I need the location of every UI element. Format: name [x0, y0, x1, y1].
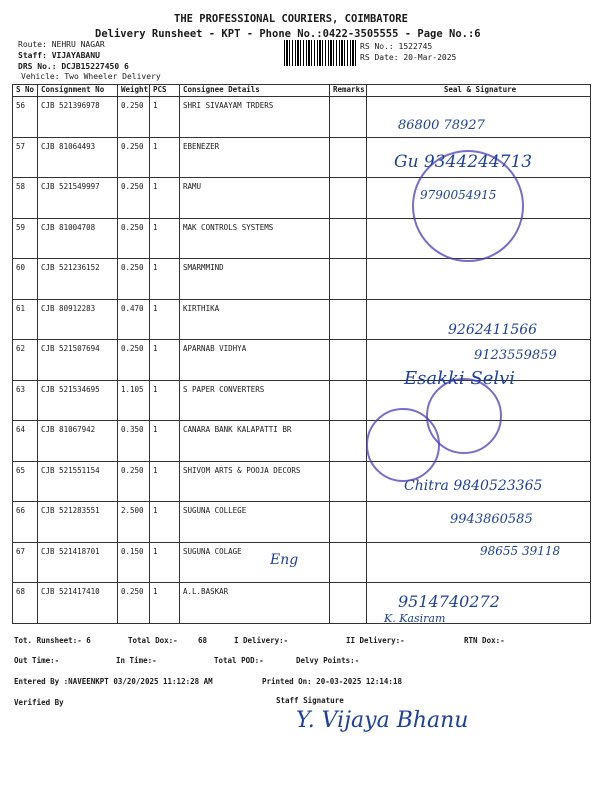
- handwriting-56: 86800 78927: [398, 118, 485, 133]
- rtn-dox: RTN Dox:-: [464, 636, 505, 645]
- barcode: [284, 40, 358, 66]
- cell-consignment: CJB 81004708: [38, 218, 118, 259]
- out-time: Out Time:-: [14, 656, 60, 665]
- staff-signature: Y. Vijaya Bhanu: [296, 708, 469, 733]
- cell-weight: 1.105: [118, 380, 150, 421]
- handwriting-57: Gu 9344244713: [394, 152, 533, 172]
- cell-sno: 67: [13, 542, 38, 583]
- cell-consignee: SMARMMIND: [180, 259, 330, 300]
- handwriting-63: Esakki Selvi: [404, 368, 516, 389]
- cell-weight: 0.250: [118, 178, 150, 219]
- rs-number: RS No.: 1522745: [360, 42, 433, 51]
- cell-weight: 0.250: [118, 218, 150, 259]
- cell-weight: 0.250: [118, 340, 150, 381]
- col-header-seal: Seal & Signature: [367, 85, 591, 97]
- handwriting-61: 9262411566: [448, 322, 538, 338]
- cell-remarks: [330, 542, 367, 583]
- staff-label: Staff: VIJAYABANU: [18, 51, 100, 60]
- cell-remarks: [330, 502, 367, 543]
- cell-remarks: [330, 97, 367, 138]
- drs-number: DRS No.: DCJB15227450 6: [18, 62, 129, 71]
- cell-pcs: 1: [150, 97, 180, 138]
- cell-remarks: [330, 340, 367, 381]
- cell-consignee: S PAPER CONVERTERS: [180, 380, 330, 421]
- cell-sno: 59: [13, 218, 38, 259]
- cell-consignment: CJB 521283551: [38, 502, 118, 543]
- cell-pcs: 1: [150, 380, 180, 421]
- cell-consignee: MAK CONTROLS SYSTEMS: [180, 218, 330, 259]
- cell-pcs: 1: [150, 178, 180, 219]
- cell-weight: 0.150: [118, 542, 150, 583]
- cell-sno: 56: [13, 97, 38, 138]
- cell-consignee: EBENEZER: [180, 137, 330, 178]
- cell-pcs: 1: [150, 340, 180, 381]
- cell-weight: 0.250: [118, 461, 150, 502]
- table-row: [13, 421, 591, 462]
- cell-consignment: CJB 80912283: [38, 299, 118, 340]
- cell-consignment: CJB 521534695: [38, 380, 118, 421]
- cell-consignee: SUGUNA COLLEGE: [180, 502, 330, 543]
- col-header-consignee: Consignee Details: [180, 85, 330, 97]
- cell-consignment: CJB 521549997: [38, 178, 118, 219]
- cell-sno: 66: [13, 502, 38, 543]
- cell-consignee: APARNAB VIDHYA: [180, 340, 330, 381]
- cell-sno: 58: [13, 178, 38, 219]
- cell-consignee: RAMU: [180, 178, 330, 219]
- cell-pcs: 1: [150, 218, 180, 259]
- table-header-row: [13, 85, 591, 97]
- cell-sno: 65: [13, 461, 38, 502]
- cell-consignment: CJB 521418701: [38, 542, 118, 583]
- cell-seal: [367, 259, 591, 300]
- cell-consignment: CJB 81067942: [38, 421, 118, 462]
- handwriting-67a: 98655 39118: [480, 544, 561, 558]
- printed-on: Printed On: 20-03-2025 12:14:18: [262, 677, 402, 686]
- cell-remarks: [330, 461, 367, 502]
- handwriting-68b: K. Kasiram: [384, 612, 446, 625]
- cell-consignee: CANARA BANK KALAPATTI BR: [180, 421, 330, 462]
- cell-pcs: 1: [150, 502, 180, 543]
- cell-pcs: 1: [150, 542, 180, 583]
- runsheet-subtitle: Delivery Runsheet - KPT - Phone No.:0422-3505555 - Page No.:6: [95, 28, 481, 40]
- cell-sno: 60: [13, 259, 38, 300]
- delvy-points: Delvy Points:-: [296, 656, 360, 665]
- tot-runsheet: Tot. Runsheet:- 6: [14, 636, 91, 645]
- in-time: In Time:-: [116, 656, 157, 665]
- cell-sno: 64: [13, 421, 38, 462]
- handwriting-67b: Eng: [270, 552, 299, 568]
- total-dox-label: Total Dox:-: [128, 636, 178, 645]
- total-pod: Total POD:-: [214, 656, 264, 665]
- cell-consignment: CJB 81064493: [38, 137, 118, 178]
- cell-remarks: [330, 299, 367, 340]
- cell-sno: 68: [13, 583, 38, 624]
- handwriting-66: 9943860585: [450, 512, 533, 527]
- cell-remarks: [330, 421, 367, 462]
- cell-pcs: 1: [150, 461, 180, 502]
- col-header-consignment: Consignment No: [38, 85, 118, 97]
- cell-weight: 0.250: [118, 259, 150, 300]
- seal-stamp-right: [426, 378, 502, 454]
- i-delivery: I Delivery:-: [234, 636, 289, 645]
- total-dox-value: 68: [198, 636, 208, 645]
- col-header-sno: S No: [13, 85, 38, 97]
- entered-by: Entered By :NAVEENKPT 03/20/2025 11:12:28 AM: [14, 677, 213, 686]
- cell-consignment: CJB 521417410: [38, 583, 118, 624]
- cell-pcs: 1: [150, 299, 180, 340]
- table-row: [13, 259, 591, 300]
- cell-sno: 63: [13, 380, 38, 421]
- cell-weight: 0.350: [118, 421, 150, 462]
- cell-remarks: [330, 259, 367, 300]
- cell-consignment: CJB 521551154: [38, 461, 118, 502]
- cell-weight: 0.250: [118, 583, 150, 624]
- handwriting-68: 9514740272: [398, 592, 500, 611]
- cell-consignment: CJB 521396978: [38, 97, 118, 138]
- cell-weight: 2.500: [118, 502, 150, 543]
- cell-remarks: [330, 137, 367, 178]
- cell-remarks: [330, 178, 367, 219]
- cell-remarks: [330, 380, 367, 421]
- cell-pcs: 1: [150, 259, 180, 300]
- handwriting-65: Chitra 9840523365: [404, 478, 543, 494]
- handwriting-58: 9790054915: [420, 188, 497, 202]
- cell-pcs: 1: [150, 583, 180, 624]
- cell-sno: 57: [13, 137, 38, 178]
- cell-consignee: KIRTHIKA: [180, 299, 330, 340]
- vehicle-label: Vehicle: Two Wheeler Delivery: [21, 72, 161, 81]
- cell-consignee: A.L.BASKAR: [180, 583, 330, 624]
- cell-sno: 61: [13, 299, 38, 340]
- cell-pcs: 1: [150, 137, 180, 178]
- col-header-weight: Weight: [118, 85, 150, 97]
- cell-remarks: [330, 218, 367, 259]
- cell-sno: 62: [13, 340, 38, 381]
- handwriting-62: 9123559859: [474, 348, 557, 363]
- cell-weight: 0.470: [118, 299, 150, 340]
- rs-date: RS Date: 20-Mar-2025: [360, 53, 457, 62]
- col-header-pcs: PCS: [150, 85, 180, 97]
- cell-remarks: [330, 583, 367, 624]
- ii-delivery: II Delivery:-: [346, 636, 405, 645]
- table-row: [13, 97, 591, 138]
- table-row: [13, 583, 591, 624]
- cell-pcs: 1: [150, 421, 180, 462]
- cell-consignee: SHIVOM ARTS & POOJA DECORS: [180, 461, 330, 502]
- cell-consignment: CJB 521236152: [38, 259, 118, 300]
- cell-consignee: SUGUNA COLAGE: [180, 542, 330, 583]
- col-header-remarks: Remarks: [330, 85, 367, 97]
- staff-signature-label: Staff Signature: [276, 696, 344, 705]
- company-title: THE PROFESSIONAL COURIERS, COIMBATORE: [174, 13, 408, 25]
- cell-consignment: CJB 521507694: [38, 340, 118, 381]
- cell-weight: 0.250: [118, 97, 150, 138]
- cell-consignee: SHRI SIVAAYAM TRDERS: [180, 97, 330, 138]
- verified-by: Verified By: [14, 698, 64, 707]
- cell-weight: 0.250: [118, 137, 150, 178]
- route-label: Route: NEHRU NAGAR: [18, 40, 105, 49]
